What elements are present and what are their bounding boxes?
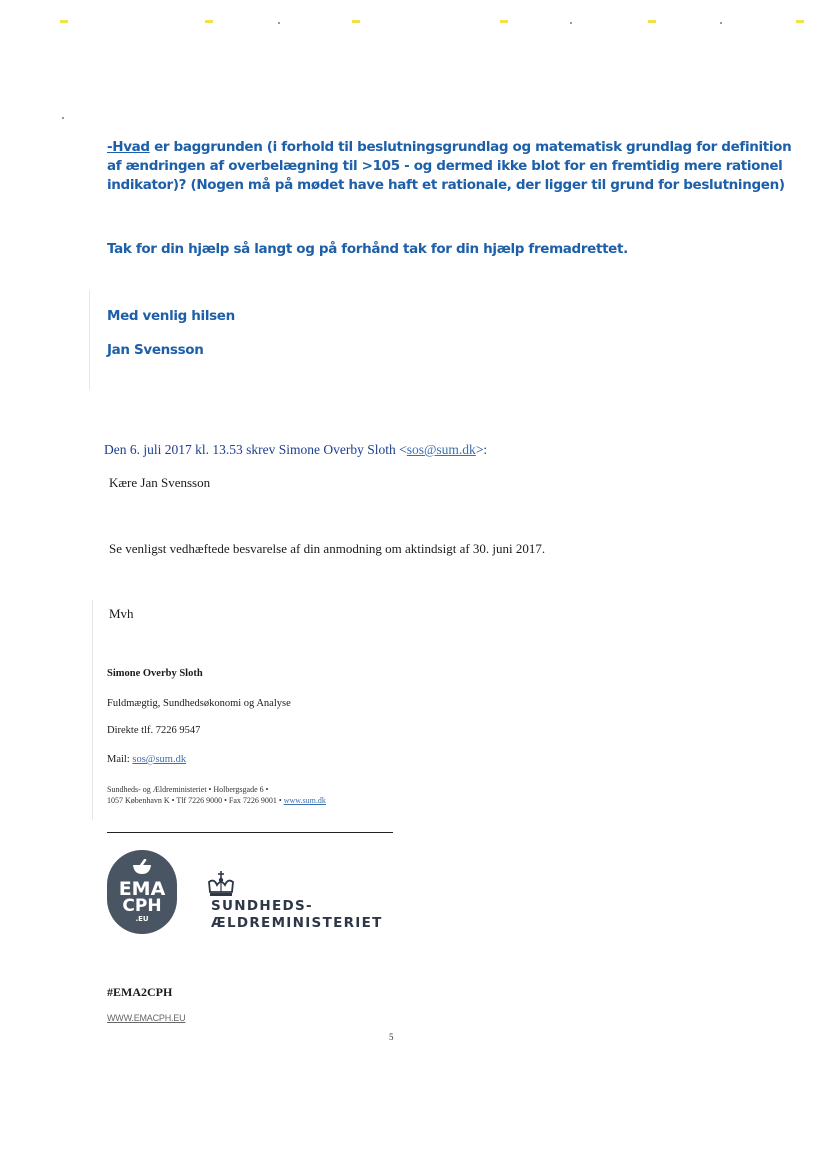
sender-name: Jan Svensson xyxy=(107,342,204,358)
ema-cph-logo xyxy=(107,850,177,934)
scan-mark xyxy=(60,20,68,23)
scan-speck xyxy=(62,117,64,119)
reply-body: Se venligst vedhæftede besvarelse af din anmodning om aktindsigt af 30. juni 2017. xyxy=(109,541,546,556)
scan-speck xyxy=(720,22,722,24)
ema-logo-line-2: CPH xyxy=(122,896,162,916)
ministry-line-2: ÆLDREMINISTERIET xyxy=(211,915,383,931)
ministry-line-1: SUNDHEDS- xyxy=(211,898,313,914)
address-line-2: 1057 København K • Tlf 7226 9000 • Fax 7226 9001 • xyxy=(107,796,284,805)
scan-speck xyxy=(570,22,572,24)
question-line-2: af ændringen af overbelægning til >105 - og dermed ikke blot for en fremtidig mere rationel xyxy=(107,158,783,174)
ema-logo-line-3: .EU xyxy=(135,915,149,923)
closing-text: Med venlig hilsen xyxy=(107,308,235,324)
page-number: 5 xyxy=(389,1032,394,1042)
email-sender xyxy=(107,341,204,360)
scan-mark xyxy=(352,20,360,23)
reply-header-email-link[interactable]: sos@sum.dk xyxy=(406,442,476,457)
email-thanks xyxy=(107,240,628,259)
scan-mark xyxy=(796,20,804,23)
signature-address-2 xyxy=(107,796,326,805)
reply-greeting: Kære Jan Svensson xyxy=(109,475,211,490)
mail-label: Mail: xyxy=(107,754,133,765)
ema-website-link[interactable]: WWW.EMACPH.EU xyxy=(107,1013,186,1023)
signature-phone: Direkte tlf. 7226 9547 xyxy=(107,725,201,736)
reply-header-text: Den 6. juli 2017 kl. 13.53 skrev Simone Overby Sloth < xyxy=(104,442,407,457)
signature-address-1: Sundheds- og Ældreministeriet • Holbergsgade 6 • xyxy=(107,785,269,794)
scan-line xyxy=(92,600,93,820)
hashtag: #EMA2CPH xyxy=(107,985,173,999)
reply-header xyxy=(104,442,487,458)
reply-closing: Mvh xyxy=(109,606,134,621)
email-closing xyxy=(107,307,235,326)
signature-mail xyxy=(107,754,186,765)
email-question xyxy=(107,138,791,195)
ema-logo-line-1: EMA xyxy=(118,878,166,900)
thanks-text: Tak for din hjælp så langt og på forhånd tak for din hjælp fremadrettet. xyxy=(107,241,628,257)
question-prefix: -Hvad xyxy=(107,139,150,155)
signature-divider xyxy=(107,832,393,833)
scan-line xyxy=(89,290,90,390)
scan-mark xyxy=(500,20,508,23)
scan-mark xyxy=(205,20,213,23)
scan-speck xyxy=(278,22,280,24)
mortar-pestle-icon xyxy=(131,859,153,875)
question-line-3: indikator)? (Nogen må på mødet have haft et rationale, der ligger til grund for beslutningen) xyxy=(107,177,785,193)
reply-header-suffix: >: xyxy=(475,442,488,457)
scan-mark xyxy=(648,20,656,23)
website-link[interactable]: www.sum.dk xyxy=(283,796,326,805)
ministry-wordmark xyxy=(211,898,383,932)
signature-title: Fuldmægtig, Sundhedsøkonomi og Analyse xyxy=(107,698,291,709)
question-line-1-rest: er baggrunden (i forhold til beslutningsgrundlag og matematisk grundlag for definition xyxy=(149,139,792,155)
mail-link[interactable]: sos@sum.dk xyxy=(132,754,187,765)
question-line-1 xyxy=(107,138,791,157)
crown-icon xyxy=(206,870,236,898)
signature-name: Simone Overby Sloth xyxy=(107,668,203,679)
